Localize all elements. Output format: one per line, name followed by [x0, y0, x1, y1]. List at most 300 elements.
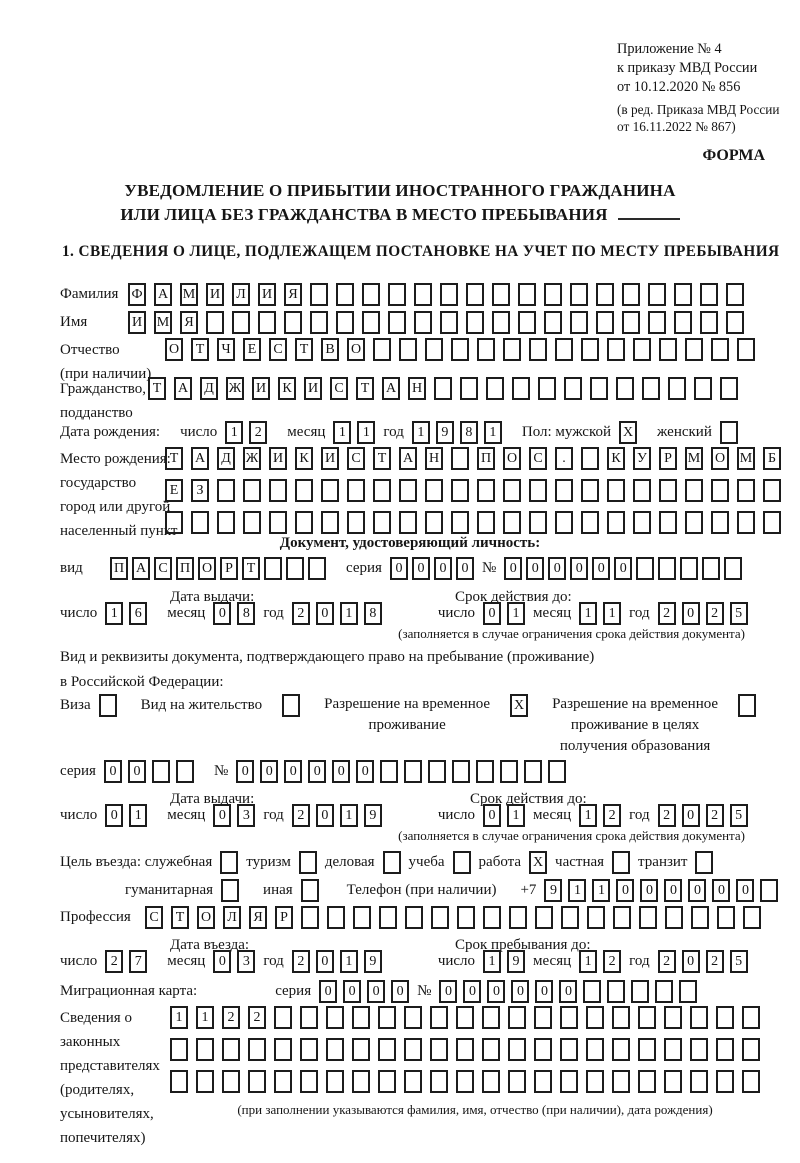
- char-box[interactable]: [622, 311, 640, 334]
- char-box[interactable]: [508, 1070, 526, 1093]
- char-box[interactable]: [220, 851, 238, 874]
- char-box[interactable]: [737, 511, 755, 534]
- char-box[interactable]: [743, 906, 761, 929]
- char-box[interactable]: [399, 338, 417, 361]
- char-box[interactable]: 2: [658, 950, 676, 973]
- char-box[interactable]: [555, 338, 573, 361]
- char-box[interactable]: [378, 1070, 396, 1093]
- char-box[interactable]: 0: [483, 804, 501, 827]
- char-box[interactable]: [509, 906, 527, 929]
- char-box[interactable]: [321, 511, 339, 534]
- char-box[interactable]: Л: [223, 906, 241, 929]
- char-box[interactable]: [668, 377, 686, 400]
- char-box[interactable]: [763, 511, 781, 534]
- char-box[interactable]: [460, 377, 478, 400]
- char-box[interactable]: 2: [706, 950, 724, 973]
- char-box[interactable]: [170, 1038, 188, 1061]
- char-box[interactable]: [633, 479, 651, 502]
- char-box[interactable]: Ф: [128, 283, 146, 306]
- char-box[interactable]: 1: [579, 602, 597, 625]
- char-box[interactable]: [295, 511, 313, 534]
- char-box[interactable]: [196, 1070, 214, 1093]
- char-box[interactable]: [720, 421, 738, 444]
- char-box[interactable]: Т: [171, 906, 189, 929]
- char-box[interactable]: [590, 377, 608, 400]
- char-box[interactable]: [353, 906, 371, 929]
- char-box[interactable]: [655, 980, 673, 1003]
- char-box[interactable]: 1: [579, 804, 597, 827]
- char-box[interactable]: [583, 980, 601, 1003]
- char-box[interactable]: [500, 760, 518, 783]
- char-box[interactable]: С: [330, 377, 348, 400]
- char-box[interactable]: [434, 377, 452, 400]
- char-box[interactable]: Т: [148, 377, 166, 400]
- char-box[interactable]: [222, 1038, 240, 1061]
- char-box[interactable]: [737, 338, 755, 361]
- char-box[interactable]: [555, 511, 573, 534]
- char-box[interactable]: [336, 283, 354, 306]
- char-box[interactable]: 1: [340, 950, 358, 973]
- char-box[interactable]: [586, 1038, 604, 1061]
- char-box[interactable]: [726, 311, 744, 334]
- char-box[interactable]: [581, 338, 599, 361]
- char-box[interactable]: 0: [260, 760, 278, 783]
- char-box[interactable]: 0: [511, 980, 529, 1003]
- char-box[interactable]: [544, 283, 562, 306]
- char-box[interactable]: 8: [460, 421, 478, 444]
- char-box[interactable]: [301, 879, 319, 902]
- char-box[interactable]: [378, 1006, 396, 1029]
- char-box[interactable]: [738, 694, 756, 717]
- char-box[interactable]: [299, 851, 317, 874]
- char-box[interactable]: [555, 479, 573, 502]
- char-box[interactable]: 0: [535, 980, 553, 1003]
- char-box[interactable]: 0: [412, 557, 430, 580]
- char-box[interactable]: [622, 283, 640, 306]
- char-box[interactable]: 0: [712, 879, 730, 902]
- char-box[interactable]: [232, 311, 250, 334]
- char-box[interactable]: 0: [504, 557, 522, 580]
- char-box[interactable]: 0: [434, 557, 452, 580]
- char-box[interactable]: [742, 1006, 760, 1029]
- char-box[interactable]: [587, 906, 605, 929]
- char-box[interactable]: М: [154, 311, 172, 334]
- char-box[interactable]: [191, 511, 209, 534]
- char-box[interactable]: [326, 1070, 344, 1093]
- char-box[interactable]: [508, 1006, 526, 1029]
- char-box[interactable]: [352, 1038, 370, 1061]
- char-box[interactable]: [456, 1070, 474, 1093]
- char-box[interactable]: 5: [730, 602, 748, 625]
- char-box[interactable]: [482, 1038, 500, 1061]
- char-box[interactable]: Т: [356, 377, 374, 400]
- char-box[interactable]: 0: [664, 879, 682, 902]
- char-box[interactable]: [404, 760, 422, 783]
- char-box[interactable]: [430, 1070, 448, 1093]
- char-box[interactable]: [633, 511, 651, 534]
- char-box[interactable]: И: [206, 283, 224, 306]
- char-box[interactable]: [404, 1006, 422, 1029]
- char-box[interactable]: [308, 557, 326, 580]
- char-box[interactable]: [716, 1006, 734, 1029]
- char-box[interactable]: [607, 980, 625, 1003]
- char-box[interactable]: 0: [356, 760, 374, 783]
- char-box[interactable]: [248, 1038, 266, 1061]
- char-box[interactable]: 1: [507, 804, 525, 827]
- char-box[interactable]: [613, 906, 631, 929]
- char-box[interactable]: 0: [559, 980, 577, 1003]
- char-box[interactable]: Д: [200, 377, 218, 400]
- char-box[interactable]: 5: [730, 950, 748, 973]
- char-box[interactable]: 0: [104, 760, 122, 783]
- char-box[interactable]: 0: [213, 804, 231, 827]
- char-box[interactable]: [264, 557, 282, 580]
- char-box[interactable]: [457, 906, 475, 929]
- char-box[interactable]: [700, 311, 718, 334]
- char-box[interactable]: [451, 479, 469, 502]
- char-box[interactable]: [456, 1006, 474, 1029]
- char-box[interactable]: Р: [275, 906, 293, 929]
- char-box[interactable]: 2: [292, 950, 310, 973]
- char-box[interactable]: 9: [436, 421, 454, 444]
- char-box[interactable]: А: [154, 283, 172, 306]
- char-box[interactable]: [700, 283, 718, 306]
- char-box[interactable]: [658, 557, 676, 580]
- char-box[interactable]: О: [347, 338, 365, 361]
- char-box[interactable]: Ж: [243, 447, 261, 470]
- char-box[interactable]: 2: [249, 421, 267, 444]
- char-box[interactable]: [648, 283, 666, 306]
- char-box[interactable]: [659, 511, 677, 534]
- char-box[interactable]: С: [347, 447, 365, 470]
- char-box[interactable]: [711, 479, 729, 502]
- char-box[interactable]: 8: [237, 602, 255, 625]
- char-box[interactable]: [430, 1038, 448, 1061]
- char-box[interactable]: 0: [316, 950, 334, 973]
- char-box[interactable]: [518, 311, 536, 334]
- char-box[interactable]: В: [321, 338, 339, 361]
- char-box[interactable]: И: [269, 447, 287, 470]
- char-box[interactable]: [607, 479, 625, 502]
- char-box[interactable]: [466, 311, 484, 334]
- char-box[interactable]: К: [295, 447, 313, 470]
- char-box[interactable]: [378, 1038, 396, 1061]
- char-box[interactable]: [327, 906, 345, 929]
- char-box[interactable]: [300, 1070, 318, 1093]
- char-box[interactable]: [452, 760, 470, 783]
- char-box[interactable]: А: [382, 377, 400, 400]
- char-box[interactable]: [310, 283, 328, 306]
- char-box[interactable]: [560, 1070, 578, 1093]
- char-box[interactable]: X: [510, 694, 528, 717]
- char-box[interactable]: [694, 377, 712, 400]
- char-box[interactable]: 0: [367, 980, 385, 1003]
- char-box[interactable]: [560, 1006, 578, 1029]
- char-box[interactable]: [596, 283, 614, 306]
- char-box[interactable]: И: [321, 447, 339, 470]
- char-box[interactable]: [482, 1006, 500, 1029]
- char-box[interactable]: 2: [248, 1006, 266, 1029]
- char-box[interactable]: [405, 906, 423, 929]
- char-box[interactable]: М: [180, 283, 198, 306]
- char-box[interactable]: [347, 511, 365, 534]
- char-box[interactable]: X: [619, 421, 637, 444]
- char-box[interactable]: [477, 511, 495, 534]
- char-box[interactable]: [388, 311, 406, 334]
- char-box[interactable]: [373, 479, 391, 502]
- char-box[interactable]: 0: [640, 879, 658, 902]
- char-box[interactable]: [639, 906, 657, 929]
- char-box[interactable]: [524, 760, 542, 783]
- char-box[interactable]: [503, 338, 521, 361]
- char-box[interactable]: С: [145, 906, 163, 929]
- char-box[interactable]: [310, 311, 328, 334]
- char-box[interactable]: 1: [507, 602, 525, 625]
- char-box[interactable]: [616, 377, 634, 400]
- char-box[interactable]: [243, 479, 261, 502]
- char-box[interactable]: 0: [213, 950, 231, 973]
- char-box[interactable]: [642, 377, 660, 400]
- char-box[interactable]: [760, 879, 778, 902]
- char-box[interactable]: И: [128, 311, 146, 334]
- char-box[interactable]: [425, 338, 443, 361]
- char-box[interactable]: [503, 479, 521, 502]
- char-box[interactable]: [534, 1070, 552, 1093]
- char-box[interactable]: [379, 906, 397, 929]
- char-box[interactable]: [508, 1038, 526, 1061]
- char-box[interactable]: [742, 1070, 760, 1093]
- char-box[interactable]: К: [278, 377, 296, 400]
- char-box[interactable]: [586, 1006, 604, 1029]
- char-box[interactable]: Н: [408, 377, 426, 400]
- char-box[interactable]: 1: [333, 421, 351, 444]
- char-box[interactable]: [607, 511, 625, 534]
- char-box[interactable]: [529, 338, 547, 361]
- char-box[interactable]: [561, 906, 579, 929]
- char-box[interactable]: [373, 511, 391, 534]
- char-box[interactable]: [492, 311, 510, 334]
- char-box[interactable]: П: [176, 557, 194, 580]
- char-box[interactable]: О: [503, 447, 521, 470]
- char-box[interactable]: А: [174, 377, 192, 400]
- char-box[interactable]: О: [711, 447, 729, 470]
- char-box[interactable]: [685, 511, 703, 534]
- char-box[interactable]: [243, 511, 261, 534]
- char-box[interactable]: С: [154, 557, 172, 580]
- char-box[interactable]: [383, 851, 401, 874]
- char-box[interactable]: [165, 511, 183, 534]
- char-box[interactable]: [451, 338, 469, 361]
- char-box[interactable]: Ж: [226, 377, 244, 400]
- char-box[interactable]: 0: [332, 760, 350, 783]
- char-box[interactable]: [724, 557, 742, 580]
- char-box[interactable]: [518, 283, 536, 306]
- char-box[interactable]: [451, 511, 469, 534]
- char-box[interactable]: [512, 377, 530, 400]
- char-box[interactable]: 1: [170, 1006, 188, 1029]
- char-box[interactable]: [176, 760, 194, 783]
- char-box[interactable]: [477, 479, 495, 502]
- char-box[interactable]: [217, 479, 235, 502]
- char-box[interactable]: [534, 1006, 552, 1029]
- char-box[interactable]: 0: [105, 804, 123, 827]
- char-box[interactable]: Ч: [217, 338, 235, 361]
- char-box[interactable]: 2: [105, 950, 123, 973]
- char-box[interactable]: [300, 1006, 318, 1029]
- char-box[interactable]: [664, 1006, 682, 1029]
- char-box[interactable]: [680, 557, 698, 580]
- char-box[interactable]: 0: [128, 760, 146, 783]
- char-box[interactable]: [466, 283, 484, 306]
- char-box[interactable]: [529, 479, 547, 502]
- char-box[interactable]: [612, 1006, 630, 1029]
- char-box[interactable]: 0: [487, 980, 505, 1003]
- char-box[interactable]: О: [197, 906, 215, 929]
- char-box[interactable]: 0: [213, 602, 231, 625]
- char-box[interactable]: 1: [568, 879, 586, 902]
- char-box[interactable]: [301, 906, 319, 929]
- char-box[interactable]: [586, 1070, 604, 1093]
- char-box[interactable]: 1: [603, 602, 621, 625]
- char-box[interactable]: 0: [592, 557, 610, 580]
- char-box[interactable]: [581, 447, 599, 470]
- char-box[interactable]: [274, 1006, 292, 1029]
- char-box[interactable]: Л: [232, 283, 250, 306]
- char-box[interactable]: [456, 1038, 474, 1061]
- char-box[interactable]: 6: [129, 602, 147, 625]
- char-box[interactable]: О: [165, 338, 183, 361]
- char-box[interactable]: И: [258, 283, 276, 306]
- char-box[interactable]: [99, 694, 117, 717]
- char-box[interactable]: [674, 283, 692, 306]
- char-box[interactable]: [425, 511, 443, 534]
- char-box[interactable]: [362, 283, 380, 306]
- char-box[interactable]: [248, 1070, 266, 1093]
- char-box[interactable]: [544, 311, 562, 334]
- char-box[interactable]: 1: [196, 1006, 214, 1029]
- char-box[interactable]: [399, 479, 417, 502]
- char-box[interactable]: [659, 338, 677, 361]
- char-box[interactable]: 9: [507, 950, 525, 973]
- char-box[interactable]: А: [399, 447, 417, 470]
- char-box[interactable]: [414, 311, 432, 334]
- char-box[interactable]: [336, 311, 354, 334]
- char-box[interactable]: 0: [548, 557, 566, 580]
- char-box[interactable]: [633, 338, 651, 361]
- char-box[interactable]: .: [555, 447, 573, 470]
- char-box[interactable]: [414, 283, 432, 306]
- char-box[interactable]: [702, 557, 720, 580]
- char-box[interactable]: [720, 377, 738, 400]
- char-box[interactable]: [483, 906, 501, 929]
- char-box[interactable]: [170, 1070, 188, 1093]
- char-box[interactable]: М: [737, 447, 755, 470]
- char-box[interactable]: 0: [682, 602, 700, 625]
- char-box[interactable]: П: [477, 447, 495, 470]
- char-box[interactable]: 1: [340, 804, 358, 827]
- char-box[interactable]: [440, 311, 458, 334]
- char-box[interactable]: [431, 906, 449, 929]
- char-box[interactable]: [492, 283, 510, 306]
- char-box[interactable]: И: [304, 377, 322, 400]
- char-box[interactable]: 2: [658, 602, 676, 625]
- char-box[interactable]: [638, 1038, 656, 1061]
- char-box[interactable]: 1: [340, 602, 358, 625]
- char-box[interactable]: Т: [165, 447, 183, 470]
- char-box[interactable]: [612, 851, 630, 874]
- char-box[interactable]: [221, 879, 239, 902]
- char-box[interactable]: 1: [483, 950, 501, 973]
- char-box[interactable]: Т: [191, 338, 209, 361]
- char-box[interactable]: 0: [463, 980, 481, 1003]
- char-box[interactable]: 0: [614, 557, 632, 580]
- char-box[interactable]: 0: [688, 879, 706, 902]
- char-box[interactable]: 2: [658, 804, 676, 827]
- char-box[interactable]: 0: [526, 557, 544, 580]
- char-box[interactable]: 0: [570, 557, 588, 580]
- char-box[interactable]: [726, 283, 744, 306]
- char-box[interactable]: [638, 1006, 656, 1029]
- char-box[interactable]: [690, 1038, 708, 1061]
- char-box[interactable]: Т: [295, 338, 313, 361]
- char-box[interactable]: [269, 511, 287, 534]
- char-box[interactable]: [476, 760, 494, 783]
- char-box[interactable]: 2: [706, 804, 724, 827]
- char-box[interactable]: 0: [319, 980, 337, 1003]
- char-box[interactable]: 2: [292, 602, 310, 625]
- char-box[interactable]: [451, 447, 469, 470]
- char-box[interactable]: [711, 338, 729, 361]
- char-box[interactable]: 1: [225, 421, 243, 444]
- char-box[interactable]: [664, 1038, 682, 1061]
- char-box[interactable]: [612, 1070, 630, 1093]
- char-box[interactable]: Б: [763, 447, 781, 470]
- char-box[interactable]: 1: [105, 602, 123, 625]
- char-box[interactable]: Е: [243, 338, 261, 361]
- char-box[interactable]: 2: [603, 950, 621, 973]
- char-box[interactable]: 0: [616, 879, 634, 902]
- char-box[interactable]: [716, 1070, 734, 1093]
- char-box[interactable]: [399, 511, 417, 534]
- char-box[interactable]: [425, 479, 443, 502]
- char-box[interactable]: 2: [706, 602, 724, 625]
- char-box[interactable]: [679, 980, 697, 1003]
- char-box[interactable]: 1: [484, 421, 502, 444]
- char-box[interactable]: [695, 851, 713, 874]
- char-box[interactable]: [685, 338, 703, 361]
- char-box[interactable]: [326, 1038, 344, 1061]
- char-box[interactable]: 0: [236, 760, 254, 783]
- char-box[interactable]: 0: [390, 557, 408, 580]
- char-box[interactable]: И: [252, 377, 270, 400]
- char-box[interactable]: Е: [165, 479, 183, 502]
- char-box[interactable]: 0: [316, 602, 334, 625]
- char-box[interactable]: [300, 1038, 318, 1061]
- char-box[interactable]: [295, 479, 313, 502]
- char-box[interactable]: [206, 311, 224, 334]
- char-box[interactable]: [560, 1038, 578, 1061]
- char-box[interactable]: А: [191, 447, 209, 470]
- char-box[interactable]: [430, 1006, 448, 1029]
- char-box[interactable]: П: [110, 557, 128, 580]
- char-box[interactable]: У: [633, 447, 651, 470]
- char-box[interactable]: 0: [736, 879, 754, 902]
- char-box[interactable]: [665, 906, 683, 929]
- char-box[interactable]: [282, 694, 300, 717]
- char-box[interactable]: [685, 479, 703, 502]
- char-box[interactable]: 0: [456, 557, 474, 580]
- char-box[interactable]: [222, 1070, 240, 1093]
